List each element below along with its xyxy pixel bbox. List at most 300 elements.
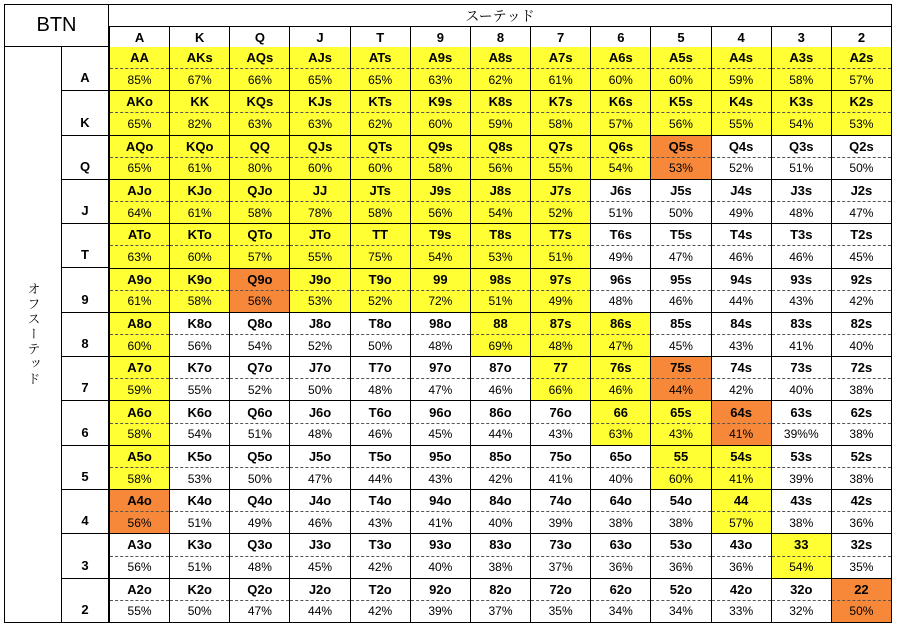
equity-value: 58% bbox=[428, 161, 453, 176]
hand-cell bbox=[530, 534, 590, 578]
equity-value: 60% bbox=[127, 338, 152, 353]
hand-label: 75s bbox=[651, 357, 710, 379]
hand-cell bbox=[771, 224, 831, 268]
hand-cell bbox=[771, 91, 831, 135]
hand-cell bbox=[109, 579, 169, 623]
hand-label: 73o bbox=[531, 534, 590, 556]
hand-cell bbox=[590, 401, 650, 445]
hand-label: K4s bbox=[712, 91, 771, 113]
hand-cell bbox=[229, 534, 289, 578]
hand-cell bbox=[470, 534, 530, 578]
hand-label: 65o bbox=[591, 446, 650, 468]
offsuit-label: オフスーテッド bbox=[25, 282, 41, 387]
hand-cell bbox=[229, 401, 289, 445]
hand-label: 32o bbox=[772, 579, 831, 601]
hand-cell bbox=[410, 357, 470, 401]
hand-label: 74o bbox=[531, 490, 590, 512]
hand-cell bbox=[530, 269, 590, 313]
hand-label: Q4o bbox=[230, 490, 289, 512]
equity-value: 60% bbox=[668, 72, 693, 87]
hand-cell bbox=[109, 269, 169, 313]
hand-cell bbox=[711, 136, 771, 180]
column-header-5: 5 bbox=[650, 27, 710, 47]
equity-value: 52% bbox=[548, 205, 573, 220]
hand-cell bbox=[590, 579, 650, 623]
row-header-T: T bbox=[62, 224, 109, 268]
hand-label: 87o bbox=[471, 357, 530, 379]
equity-value: 58% bbox=[368, 205, 393, 220]
equity-value: 43% bbox=[729, 338, 754, 353]
equity-value: 80% bbox=[247, 161, 272, 176]
equity-value: 54% bbox=[789, 117, 814, 132]
hand-label: AKs bbox=[170, 47, 229, 69]
hand-cell bbox=[650, 534, 710, 578]
equity-value: 48% bbox=[789, 205, 814, 220]
equity-value: 57% bbox=[608, 117, 633, 132]
equity-value: 69% bbox=[488, 338, 513, 353]
equity-value: 55% bbox=[308, 249, 333, 264]
hand-label: QQ bbox=[230, 136, 289, 158]
hand-cell bbox=[831, 579, 891, 623]
row-header-4: 4 bbox=[62, 490, 109, 534]
hand-label: Q8s bbox=[471, 136, 530, 158]
hand-label: 93o bbox=[411, 534, 470, 556]
hand-cell bbox=[289, 534, 349, 578]
hand-label: 76o bbox=[531, 401, 590, 423]
hand-label: A6o bbox=[110, 401, 169, 423]
equity-value: 39% bbox=[548, 515, 573, 530]
hand-cell bbox=[289, 579, 349, 623]
equity-value: 78% bbox=[308, 205, 333, 220]
equity-value: 42% bbox=[488, 471, 513, 486]
hand-cell bbox=[410, 180, 470, 224]
hand-label: Q7o bbox=[230, 357, 289, 379]
hand-label: K4o bbox=[170, 490, 229, 512]
equity-value: 47% bbox=[608, 338, 633, 353]
equity-value: 61% bbox=[127, 294, 152, 309]
hand-cell bbox=[169, 313, 229, 357]
hand-label: 33 bbox=[772, 534, 831, 556]
hand-cell bbox=[289, 180, 349, 224]
hand-cell bbox=[650, 579, 710, 623]
column-header-4: 4 bbox=[711, 27, 771, 47]
hand-cell bbox=[771, 47, 831, 91]
hand-label: JTo bbox=[290, 224, 349, 246]
hand-label: A6s bbox=[591, 47, 650, 69]
hand-label: K3o bbox=[170, 534, 229, 556]
hand-label: 55 bbox=[651, 446, 710, 468]
hand-label: 86o bbox=[471, 401, 530, 423]
hand-cell bbox=[530, 401, 590, 445]
hand-cell bbox=[109, 47, 169, 91]
hand-cell bbox=[229, 490, 289, 534]
hand-cell bbox=[109, 357, 169, 401]
equity-value: 51% bbox=[247, 427, 272, 442]
equity-value: 59% bbox=[729, 72, 754, 87]
hand-label: J9o bbox=[290, 269, 349, 291]
equity-value: 62% bbox=[368, 117, 393, 132]
hand-cell bbox=[229, 47, 289, 91]
equity-value: 38% bbox=[488, 560, 513, 575]
equity-value: 41% bbox=[729, 427, 754, 442]
hand-cell bbox=[289, 269, 349, 313]
equity-value: 50% bbox=[247, 471, 272, 486]
hand-label: K5s bbox=[651, 91, 710, 113]
hand-label: 66 bbox=[591, 401, 650, 423]
hand-label: J2s bbox=[832, 180, 891, 202]
equity-value: 65% bbox=[368, 72, 393, 87]
hand-cell bbox=[650, 91, 710, 135]
hand-label: 22 bbox=[832, 579, 891, 601]
hand-label: 87s bbox=[531, 313, 590, 335]
hand-label: T8o bbox=[351, 313, 410, 335]
hand-cell bbox=[109, 224, 169, 268]
equity-value: 72% bbox=[428, 294, 453, 309]
hand-label: QJo bbox=[230, 180, 289, 202]
equity-value: 45% bbox=[849, 249, 874, 264]
hand-cell bbox=[711, 91, 771, 135]
equity-value: 50% bbox=[849, 161, 874, 176]
hand-label: Q3o bbox=[230, 534, 289, 556]
equity-value: 55% bbox=[729, 117, 754, 132]
hand-label: KTs bbox=[351, 91, 410, 113]
equity-value: 48% bbox=[368, 382, 393, 397]
hand-label: A2o bbox=[110, 579, 169, 601]
hand-label: 92s bbox=[832, 269, 891, 291]
equity-value: 60% bbox=[368, 161, 393, 176]
equity-value: 41% bbox=[729, 471, 754, 486]
hand-label: 63o bbox=[591, 534, 650, 556]
equity-value: 60% bbox=[608, 72, 633, 87]
hand-cell bbox=[590, 313, 650, 357]
hand-label: 73s bbox=[772, 357, 831, 379]
hand-cell bbox=[590, 224, 650, 268]
hand-cell bbox=[350, 490, 410, 534]
hand-label: Q8o bbox=[230, 313, 289, 335]
hand-cell bbox=[470, 180, 530, 224]
equity-value: 46% bbox=[308, 515, 333, 530]
equity-value: 43% bbox=[789, 294, 814, 309]
equity-value: 59% bbox=[488, 117, 513, 132]
hand-label: T4o bbox=[351, 490, 410, 512]
equity-value: 37% bbox=[488, 604, 513, 619]
hand-label: K2o bbox=[170, 579, 229, 601]
hand-label: 83s bbox=[772, 313, 831, 335]
hand-cell bbox=[711, 401, 771, 445]
hand-label: 98s bbox=[471, 269, 530, 291]
hand-cell bbox=[590, 446, 650, 490]
column-header-2: 2 bbox=[831, 27, 891, 47]
hand-cell bbox=[350, 136, 410, 180]
hand-label: KQo bbox=[170, 136, 229, 158]
hand-cell bbox=[530, 313, 590, 357]
hand-label: T3o bbox=[351, 534, 410, 556]
hand-label: 84s bbox=[712, 313, 771, 335]
hand-cell bbox=[650, 136, 710, 180]
equity-value: 46% bbox=[608, 382, 633, 397]
hand-label: A7s bbox=[531, 47, 590, 69]
equity-value: 65% bbox=[127, 161, 152, 176]
hand-label: Q9o bbox=[230, 269, 289, 291]
hand-label: J3o bbox=[290, 534, 349, 556]
hand-cell bbox=[590, 180, 650, 224]
equity-value: 48% bbox=[308, 427, 333, 442]
hand-cell bbox=[289, 47, 349, 91]
hand-label: K6o bbox=[170, 401, 229, 423]
hand-cell bbox=[711, 313, 771, 357]
hand-cell bbox=[169, 269, 229, 313]
hand-cell bbox=[530, 47, 590, 91]
equity-value: 45% bbox=[668, 338, 693, 353]
equity-value: 48% bbox=[548, 338, 573, 353]
hand-label: T5s bbox=[651, 224, 710, 246]
hand-cell bbox=[650, 224, 710, 268]
equity-value: 46% bbox=[668, 294, 693, 309]
equity-value: 67% bbox=[187, 72, 212, 87]
hand-cell bbox=[590, 357, 650, 401]
equity-value: 40% bbox=[789, 382, 814, 397]
equity-value: 61% bbox=[548, 72, 573, 87]
hand-cell bbox=[169, 180, 229, 224]
hand-cell bbox=[711, 357, 771, 401]
hand-cell bbox=[350, 269, 410, 313]
hand-cell bbox=[711, 446, 771, 490]
column-header-T: T bbox=[350, 27, 410, 47]
hand-label: 97s bbox=[531, 269, 590, 291]
hand-cell bbox=[410, 269, 470, 313]
equity-value: 42% bbox=[849, 294, 874, 309]
equity-value: 52% bbox=[368, 294, 393, 309]
hand-label: J7s bbox=[531, 180, 590, 202]
hand-label: 99 bbox=[411, 269, 470, 291]
column-header-7: 7 bbox=[530, 27, 590, 47]
hand-cell bbox=[229, 180, 289, 224]
hand-label: A5o bbox=[110, 446, 169, 468]
hand-label: 72s bbox=[832, 357, 891, 379]
row-header-K: K bbox=[62, 91, 109, 135]
equity-value: 57% bbox=[849, 72, 874, 87]
hand-label: 43s bbox=[772, 490, 831, 512]
hand-cell bbox=[530, 579, 590, 623]
hand-label: A9s bbox=[411, 47, 470, 69]
hand-cell bbox=[771, 446, 831, 490]
hand-cell bbox=[289, 224, 349, 268]
hand-cell bbox=[410, 446, 470, 490]
equity-value: 54% bbox=[187, 427, 212, 442]
hand-cell bbox=[831, 180, 891, 224]
hand-label: T5o bbox=[351, 446, 410, 468]
equity-value: 56% bbox=[668, 117, 693, 132]
hand-cell bbox=[831, 224, 891, 268]
hand-cell bbox=[530, 136, 590, 180]
hand-cell bbox=[590, 91, 650, 135]
hand-label: 64s bbox=[712, 401, 771, 423]
hand-label: J8o bbox=[290, 313, 349, 335]
hand-label: 96s bbox=[591, 269, 650, 291]
equity-value: 65% bbox=[127, 117, 152, 132]
equity-value: 40% bbox=[608, 471, 633, 486]
equity-value: 47% bbox=[308, 471, 333, 486]
hand-cell bbox=[229, 579, 289, 623]
suited-header: スーテッド bbox=[109, 4, 892, 26]
equity-value: 32% bbox=[789, 604, 814, 619]
hand-cell bbox=[650, 313, 710, 357]
hand-label: 62s bbox=[832, 401, 891, 423]
hand-cell bbox=[470, 401, 530, 445]
equity-value: 58% bbox=[789, 72, 814, 87]
hand-cell bbox=[711, 534, 771, 578]
equity-value: 66% bbox=[548, 382, 573, 397]
hand-cell bbox=[711, 579, 771, 623]
hand-label: KK bbox=[170, 91, 229, 113]
row-header-5: 5 bbox=[62, 446, 109, 490]
equity-value: 51% bbox=[488, 294, 513, 309]
hand-cell bbox=[530, 446, 590, 490]
equity-value: 43% bbox=[368, 515, 393, 530]
hand-cell bbox=[350, 313, 410, 357]
equity-value: 63% bbox=[608, 427, 633, 442]
hand-label: A4o bbox=[110, 490, 169, 512]
hand-label: 75o bbox=[531, 446, 590, 468]
hand-cell bbox=[831, 490, 891, 534]
hand-label: T6o bbox=[351, 401, 410, 423]
equity-value: 65% bbox=[308, 72, 333, 87]
hand-cell bbox=[650, 446, 710, 490]
hand-label: ATo bbox=[110, 224, 169, 246]
hand-cell bbox=[350, 224, 410, 268]
hand-cell bbox=[169, 224, 229, 268]
hand-label: J8s bbox=[471, 180, 530, 202]
equity-value: 38% bbox=[789, 515, 814, 530]
hand-cell bbox=[289, 357, 349, 401]
hand-label: Q2s bbox=[832, 136, 891, 158]
hand-cell bbox=[590, 269, 650, 313]
equity-value: 51% bbox=[789, 161, 814, 176]
equity-value: 50% bbox=[849, 604, 874, 619]
equity-value: 36% bbox=[668, 560, 693, 575]
hand-label: QJs bbox=[290, 136, 349, 158]
equity-value: 49% bbox=[247, 515, 272, 530]
equity-value: 59% bbox=[127, 382, 152, 397]
hand-label: 76s bbox=[591, 357, 650, 379]
equity-value: 45% bbox=[308, 560, 333, 575]
equity-value: 56% bbox=[247, 294, 272, 309]
hand-cell bbox=[711, 224, 771, 268]
hand-cell bbox=[410, 534, 470, 578]
hand-cell bbox=[470, 269, 530, 313]
equity-value: 47% bbox=[247, 604, 272, 619]
hand-cell bbox=[771, 136, 831, 180]
hand-cell bbox=[590, 490, 650, 534]
equity-value: 44% bbox=[668, 382, 693, 397]
equity-value: 57% bbox=[247, 249, 272, 264]
equity-value: 60% bbox=[308, 161, 333, 176]
hand-label: Q7s bbox=[531, 136, 590, 158]
column-header-K: K bbox=[169, 27, 229, 47]
hand-label: K6s bbox=[591, 91, 650, 113]
hand-label: K8s bbox=[471, 91, 530, 113]
hand-cell bbox=[109, 446, 169, 490]
row-header-2: 2 bbox=[62, 579, 109, 623]
hand-label: TT bbox=[351, 224, 410, 246]
row-headers bbox=[62, 47, 109, 623]
hand-cell bbox=[229, 91, 289, 135]
hand-label: QTo bbox=[230, 224, 289, 246]
position-title: BTN bbox=[4, 4, 109, 47]
hand-cell bbox=[771, 180, 831, 224]
hand-cell bbox=[289, 490, 349, 534]
hand-label: JTs bbox=[351, 180, 410, 202]
hand-cell bbox=[771, 269, 831, 313]
equity-value: 41% bbox=[548, 471, 573, 486]
hand-cell bbox=[169, 534, 229, 578]
hand-cell bbox=[289, 136, 349, 180]
hand-label: AKo bbox=[110, 91, 169, 113]
hand-label: JJ bbox=[290, 180, 349, 202]
equity-value: 38% bbox=[668, 515, 693, 530]
column-header-J: J bbox=[289, 27, 349, 47]
hand-cell bbox=[590, 47, 650, 91]
equity-value: 46% bbox=[729, 249, 754, 264]
equity-value: 41% bbox=[789, 338, 814, 353]
hand-cell bbox=[289, 401, 349, 445]
equity-value: 55% bbox=[127, 604, 152, 619]
equity-value: 45% bbox=[428, 427, 453, 442]
equity-value: 43% bbox=[428, 471, 453, 486]
equity-value: 47% bbox=[849, 205, 874, 220]
hand-label: 96o bbox=[411, 401, 470, 423]
hand-label: K8o bbox=[170, 313, 229, 335]
equity-value: 63% bbox=[428, 72, 453, 87]
equity-value: 37% bbox=[548, 560, 573, 575]
equity-value: 54% bbox=[428, 249, 453, 264]
hand-label: T4s bbox=[712, 224, 771, 246]
equity-value: 66% bbox=[247, 72, 272, 87]
column-header-3: 3 bbox=[771, 27, 831, 47]
column-header-Q: Q bbox=[229, 27, 289, 47]
equity-value: 52% bbox=[247, 382, 272, 397]
hand-label: 86s bbox=[591, 313, 650, 335]
hand-cell bbox=[470, 357, 530, 401]
hand-cell bbox=[470, 490, 530, 534]
equity-value: 34% bbox=[608, 604, 633, 619]
hand-label: K3s bbox=[772, 91, 831, 113]
row-header-Q: Q bbox=[62, 136, 109, 180]
hand-cell bbox=[350, 180, 410, 224]
equity-value: 63% bbox=[127, 249, 152, 264]
hand-cell bbox=[771, 490, 831, 534]
equity-value: 47% bbox=[668, 249, 693, 264]
equity-value: 57% bbox=[729, 515, 754, 530]
equity-value: 60% bbox=[428, 117, 453, 132]
equity-value: 42% bbox=[729, 382, 754, 397]
hand-label: AA bbox=[110, 47, 169, 69]
equity-value: 51% bbox=[187, 515, 212, 530]
equity-value: 48% bbox=[247, 560, 272, 575]
hand-cell bbox=[831, 269, 891, 313]
hand-label: A8o bbox=[110, 313, 169, 335]
hand-cell bbox=[650, 269, 710, 313]
equity-value: 44% bbox=[308, 604, 333, 619]
equity-value: 40% bbox=[849, 338, 874, 353]
hand-label: 43o bbox=[712, 534, 771, 556]
hand-label: 92o bbox=[411, 579, 470, 601]
hand-cell bbox=[711, 180, 771, 224]
hand-label: 82s bbox=[832, 313, 891, 335]
hand-cell bbox=[350, 357, 410, 401]
hand-cell bbox=[229, 269, 289, 313]
hand-label: K9o bbox=[170, 269, 229, 291]
